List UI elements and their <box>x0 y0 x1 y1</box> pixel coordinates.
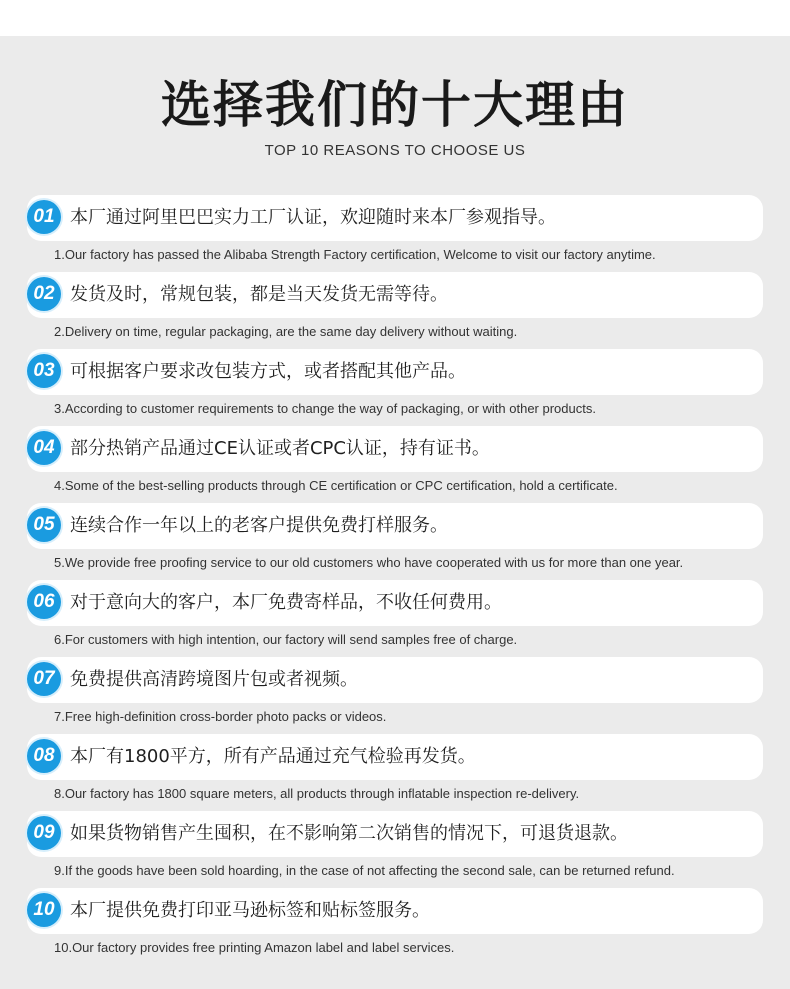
number-badge: 06 <box>27 585 61 619</box>
reason-english-text: 6.For customers with high intention, our factory will send samples free of charge. <box>54 632 518 647</box>
reason-english-text: 8.Our factory has 1800 square meters, all products through inflatable inspection re-delivery. <box>54 786 580 801</box>
reason-item <box>0 349 790 426</box>
number-badge: 05 <box>27 508 61 542</box>
reasons-list <box>0 195 790 965</box>
page-subtitle: TOP 10 REASONS TO CHOOSE US <box>264 142 526 159</box>
number-badge: 03 <box>27 354 61 388</box>
number-badge: 04 <box>27 431 61 465</box>
page-title: 选择我们的十大理由 <box>161 76 629 134</box>
reason-chinese-text: 免费提供高清跨境图片包或者视频。 <box>70 669 358 690</box>
number-badge: 01 <box>27 200 61 234</box>
reason-english-text: 7.Free high-definition cross-border photo packs or videos. <box>54 709 387 724</box>
number-badge: 07 <box>27 662 61 696</box>
top-strip <box>0 0 790 36</box>
reason-item <box>0 657 790 734</box>
reason-chinese-text: 部分热销产品通过CE认证或者CPC认证，持有证书。 <box>70 438 490 459</box>
reason-english-text: 2.Delivery on time, regular packaging, are the same day delivery without waiting. <box>54 324 518 339</box>
reason-english-text: 5.We provide free proofing service to our old customers who have cooperated with us for more than one year. <box>54 555 684 570</box>
reason-chinese-text: 如果货物销售产生囤积，在不影响第二次销售的情况下，可退货退款。 <box>70 823 628 844</box>
reason-item <box>0 426 790 503</box>
reason-english-text: 10.Our factory provides free printing Amazon label and label services. <box>54 940 455 955</box>
reason-english-text: 4.Some of the best-selling products through CE certification or CPC certification, hold a certificate. <box>54 478 618 493</box>
reason-item <box>0 734 790 811</box>
reason-item <box>0 503 790 580</box>
number-badge: 10 <box>27 893 61 927</box>
number-badge: 02 <box>27 277 61 311</box>
reason-item <box>0 888 790 965</box>
reason-item <box>0 272 790 349</box>
reason-chinese-text: 对于意向大的客户，本厂免费寄样品，不收任何费用。 <box>70 592 502 613</box>
reason-item <box>0 580 790 657</box>
reason-chinese-text: 本厂通过阿里巴巴实力工厂认证，欢迎随时来本厂参观指导。 <box>70 207 556 228</box>
reason-english-text: 9.If the goods have been sold hoarding, in the case of not affecting the second sale, can be returned refund. <box>54 863 675 878</box>
reason-chinese-text: 本厂有1800平方，所有产品通过充气检验再发货。 <box>70 746 476 767</box>
reason-english-text: 3.According to customer requirements to change the way of packaging, or with other products. <box>54 401 596 416</box>
reason-english-text: 1.Our factory has passed the Alibaba Strength Factory certification, Welcome to visit our factory anytime. <box>54 247 656 262</box>
reason-item <box>0 811 790 888</box>
reason-chinese-text: 可根据客户要求改包装方式，或者搭配其他产品。 <box>70 361 466 382</box>
reason-chinese-text: 连续合作一年以上的老客户提供免费打样服务。 <box>70 515 448 536</box>
reason-chinese-text: 本厂提供免费打印亚马逊标签和贴标签服务。 <box>70 900 430 921</box>
reason-item <box>0 195 790 272</box>
reason-chinese-text: 发货及时，常规包装，都是当天发货无需等待。 <box>70 284 448 305</box>
number-badge: 08 <box>27 739 61 773</box>
number-badge: 09 <box>27 816 61 850</box>
